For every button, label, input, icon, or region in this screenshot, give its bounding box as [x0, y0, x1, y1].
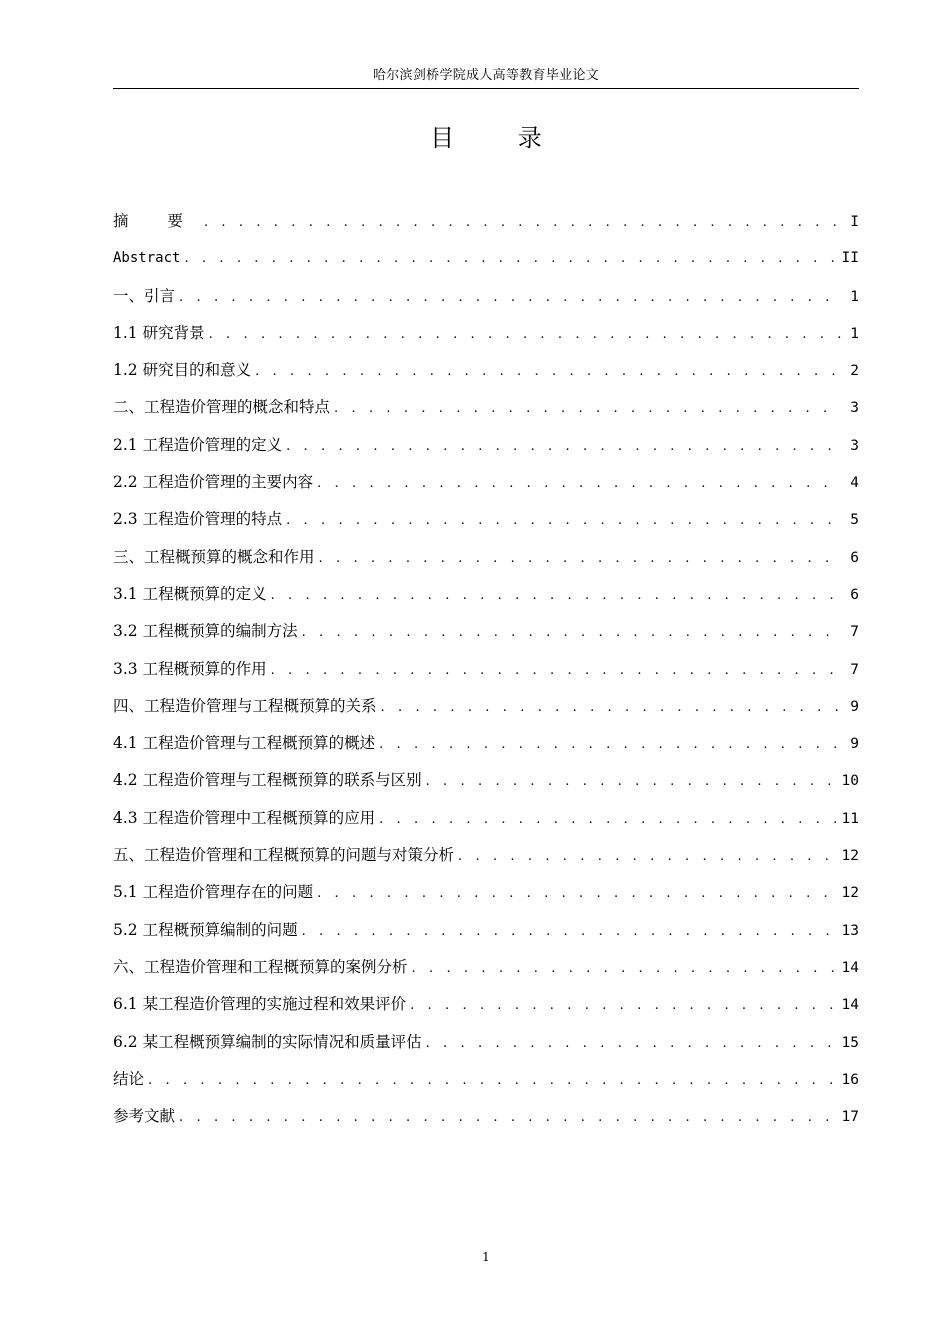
toc-entry-label: 1.1 研究背景 — [113, 323, 205, 342]
toc-entry-chapter-1[interactable] — [113, 278, 859, 315]
toc-entry-page: 1 — [850, 288, 859, 305]
toc-entry-label: 二、工程造价管理的概念和特点 — [113, 398, 331, 417]
toc-dot-leader — [184, 240, 837, 277]
toc-dot-leader — [379, 801, 837, 838]
toc-dot-leader — [302, 913, 838, 950]
toc-entry-section-3-2[interactable] — [113, 613, 859, 650]
toc-entry-label: 4.2 工程造价管理与工程概预算的联系与区别 — [113, 771, 422, 790]
toc-dot-leader — [410, 987, 837, 1024]
toc-entry-page: 14 — [841, 959, 859, 976]
toc-entry-page: 3 — [850, 400, 859, 417]
toc-entry-section-5-2[interactable] — [113, 912, 859, 949]
toc-entry-label: 2.3 工程造价管理的特点 — [113, 510, 283, 529]
toc-entry-page: 16 — [841, 1071, 859, 1088]
toc-dot-leader — [286, 428, 841, 465]
toc-entry-chapter-6[interactable] — [113, 949, 859, 986]
toc-entry-label: 5.2 工程概预算编制的问题 — [113, 920, 298, 939]
toc-entry-section-2-1[interactable] — [113, 427, 859, 464]
toc-entry-page: 15 — [841, 1034, 859, 1051]
toc-entry-page: 6 — [850, 549, 859, 566]
toc-entry-page: 17 — [841, 1109, 859, 1126]
toc-dot-leader — [271, 652, 841, 689]
toc-dot-leader — [317, 465, 841, 502]
toc-entry-abstract-en[interactable] — [113, 240, 859, 277]
toc-entry-page: 6 — [850, 586, 859, 603]
toc-entry-label: 1.2 研究目的和意义 — [113, 361, 252, 380]
toc-entry-label: 四、工程造价管理与工程概预算的关系 — [113, 696, 377, 715]
toc-entry-label: 3.2 工程概预算的编制方法 — [113, 622, 298, 641]
toc-entry-page: I — [850, 214, 859, 230]
toc-dot-leader — [412, 950, 838, 987]
toc-entry-page: 1 — [850, 325, 859, 342]
toc-entry-conclusion[interactable] — [113, 1061, 859, 1098]
toc-entry-label: 3.3 工程概预算的作用 — [113, 659, 267, 678]
toc-entry-section-5-1[interactable] — [113, 874, 859, 911]
toc-entry-page: 9 — [850, 698, 859, 715]
toc-entry-page: 9 — [850, 736, 859, 753]
toc-entry-section-6-2[interactable] — [113, 1024, 859, 1061]
toc-dot-leader — [426, 763, 838, 800]
toc-entry-page: 10 — [841, 773, 859, 790]
toc-entry-page: 2 — [850, 363, 859, 380]
toc-dot-leader — [204, 204, 841, 241]
toc-entry-label: 4.1 工程造价管理与工程概预算的概述 — [113, 734, 376, 753]
toc-entry-label: 一、引言 — [113, 286, 176, 305]
toc-entry-chapter-3[interactable] — [113, 539, 859, 576]
toc-dot-leader — [209, 316, 841, 353]
page-header: 哈尔滨剑桥学院成人高等教育毕业论文 — [372, 68, 600, 83]
toc-entry-label: 五、工程造价管理和工程概预算的问题与对策分析 — [113, 846, 455, 865]
page-number: 1 — [482, 1250, 490, 1264]
toc-dot-leader — [334, 390, 841, 427]
toc-entry-label: 六、工程造价管理和工程概预算的案例分析 — [113, 957, 408, 976]
toc-entry-page: 3 — [850, 437, 859, 454]
toc-entry-label: 6.1 某工程造价管理的实施过程和效果评价 — [113, 995, 407, 1014]
toc-entry-label: Abstract — [113, 250, 181, 267]
toc-dot-leader — [317, 875, 837, 912]
toc-entry-page: 7 — [850, 624, 859, 641]
toc-entry-chapter-5[interactable] — [113, 837, 859, 874]
toc-entry-label: 摘 要 — [113, 212, 200, 230]
toc-entry-chapter-4[interactable] — [113, 688, 859, 725]
toc-entry-label: 2.1 工程造价管理的定义 — [113, 435, 283, 454]
toc-dot-leader — [148, 1062, 838, 1099]
toc-entry-label: 4.3 工程造价管理中工程概预算的应用 — [113, 808, 376, 827]
toc-entry-page: 12 — [841, 848, 859, 865]
toc-entry-page: II — [841, 250, 859, 267]
toc-entry-label: 5.1 工程造价管理存在的问题 — [113, 883, 314, 902]
toc-entry-section-1-2[interactable] — [113, 352, 859, 389]
toc-dot-leader — [458, 838, 838, 875]
toc-entry-abstract-cn[interactable] — [113, 203, 859, 240]
toc-entry-section-1-1[interactable] — [113, 315, 859, 352]
toc-dot-leader — [302, 614, 841, 651]
toc-dot-leader — [286, 502, 841, 539]
toc-entry-chapter-2[interactable] — [113, 389, 859, 426]
toc-entry-label: 三、工程概预算的概念和作用 — [113, 547, 315, 566]
toc-entry-section-2-3[interactable] — [113, 501, 859, 538]
toc-dot-leader — [179, 279, 841, 316]
toc-entry-label: 参考文献 — [113, 1107, 176, 1126]
toc-dot-leader — [319, 540, 841, 577]
toc-entry-references[interactable] — [113, 1098, 859, 1135]
toc-entry-label: 结论 — [113, 1069, 145, 1088]
toc-entry-page: 13 — [841, 922, 859, 939]
header-divider — [113, 88, 859, 89]
toc-entry-page: 14 — [841, 997, 859, 1014]
toc-entry-label: 2.2 工程造价管理的主要内容 — [113, 473, 314, 492]
toc-entry-page: 5 — [850, 512, 859, 529]
toc-entry-label: 3.1 工程概预算的定义 — [113, 584, 267, 603]
toc-dot-leader — [379, 726, 841, 763]
toc-entry-section-3-1[interactable] — [113, 576, 859, 613]
toc-dot-leader — [255, 353, 841, 390]
toc-entry-page: 12 — [841, 885, 859, 902]
toc-entry-section-3-3[interactable] — [113, 651, 859, 688]
toc-entry-page: 4 — [850, 475, 859, 492]
toc-entry-section-2-2[interactable] — [113, 464, 859, 501]
toc-entry-page: 11 — [841, 810, 859, 827]
toc-entry-section-6-1[interactable] — [113, 986, 859, 1023]
toc-entry-section-4-2[interactable] — [113, 762, 859, 799]
toc-entry-page: 7 — [850, 661, 859, 678]
toc-dot-leader — [426, 1025, 838, 1062]
toc-title: 目 录 — [430, 124, 570, 152]
toc-dot-leader — [381, 689, 841, 726]
toc-entry-section-4-3[interactable] — [113, 800, 859, 837]
toc-dot-leader — [271, 577, 841, 614]
toc-entry-section-4-1[interactable] — [113, 725, 859, 762]
toc-dot-leader — [179, 1099, 838, 1136]
toc-entry-label: 6.2 某工程概预算编制的实际情况和质量评估 — [113, 1032, 422, 1051]
table-of-contents — [113, 203, 859, 1135]
